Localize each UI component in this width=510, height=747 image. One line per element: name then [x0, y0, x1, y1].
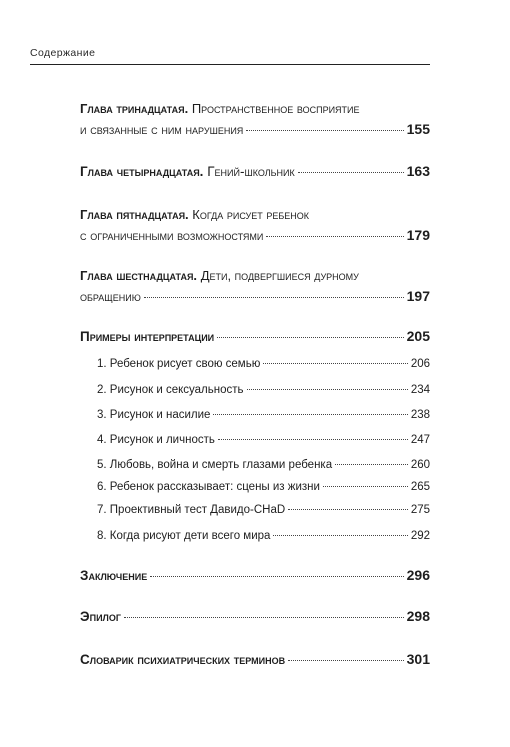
dot-leader: [217, 337, 404, 338]
chapter-title-cont: с ограниченными возможностями: [80, 228, 264, 243]
page-number: 247: [410, 434, 430, 446]
page-number: 238: [410, 409, 430, 421]
dot-leader: [218, 439, 408, 440]
dot-leader: [247, 389, 408, 390]
dot-leader: [213, 414, 407, 415]
dot-leader: [298, 172, 404, 173]
section-title: Эпилог: [80, 609, 121, 624]
dot-leader: [144, 297, 404, 298]
toc-subitem-4[interactable]: [97, 433, 430, 447]
dot-leader: [246, 130, 403, 131]
subitem-title: 1. Ребенок рисует свою семью: [97, 358, 261, 370]
chapter-title: Дети, подвергшиеся дурному: [200, 268, 359, 283]
page-number: 296: [406, 567, 430, 583]
subitem-title: 8. Когда рисуют дети всего мира: [97, 530, 271, 542]
toc-chapter-16-line2[interactable]: [80, 288, 430, 305]
page-number: 155: [406, 121, 430, 137]
chapter-title: Когда рисует ребенок: [192, 207, 310, 222]
toc-chapter-15-line2[interactable]: [80, 227, 430, 244]
chapter-title: Пространственное восприятие: [191, 101, 360, 116]
dot-leader: [288, 660, 403, 661]
page-number: 260: [410, 459, 430, 471]
page-number: 205: [406, 328, 430, 344]
section-title: Словарик психиатрических терминов: [80, 652, 286, 667]
subitem-title: 6. Ребенок рассказывает: сцены из жизни: [97, 481, 320, 493]
toc-subitem-2[interactable]: [97, 383, 430, 397]
chapter-label: Глава тринадцатая.: [80, 101, 189, 116]
page-number: 234: [410, 384, 430, 396]
page-number: 179: [406, 227, 430, 243]
chapter-title-cont: обращению: [80, 289, 141, 304]
dot-leader: [288, 509, 408, 510]
section-title: Примеры интерпретации: [80, 329, 215, 344]
header-rule: [30, 64, 430, 65]
subitem-title: 2. Рисунок и сексуальность: [97, 384, 244, 396]
dot-leader: [124, 617, 404, 618]
subitem-title: 5. Любовь, война и смерть глазами ребенка: [97, 459, 333, 471]
toc-chapter-14[interactable]: [80, 163, 430, 180]
toc-subitem-7[interactable]: [97, 503, 430, 517]
toc-subitem-6[interactable]: [97, 480, 430, 494]
chapter-label: Глава четырнадцатая.: [80, 164, 204, 179]
page-number: 275: [410, 504, 430, 516]
chapter-title: Гений-школьник: [207, 164, 295, 179]
page-number: 298: [406, 608, 430, 624]
toc-subitem-8[interactable]: [97, 529, 430, 543]
toc-epilogue[interactable]: [80, 608, 430, 625]
toc-conclusion[interactable]: [80, 567, 430, 584]
toc-examples[interactable]: [80, 328, 430, 345]
subitem-title: 4. Рисунок и личность: [97, 434, 215, 446]
toc-subitem-5[interactable]: [97, 458, 430, 472]
toc-chapter-15-line1: [80, 207, 309, 223]
toc-subitem-3[interactable]: [97, 408, 430, 422]
page-number: 292: [410, 530, 430, 542]
page-number: 265: [410, 481, 430, 493]
toc-chapter-13-line1: [80, 101, 360, 117]
dot-leader: [150, 576, 403, 577]
dot-leader: [335, 464, 408, 465]
section-title: Заключение: [80, 568, 148, 583]
toc-chapter-16-line1: [80, 268, 359, 284]
toc-chapter-13-line2[interactable]: [80, 121, 430, 138]
running-header: Содержание: [30, 47, 96, 59]
chapter-label: Глава пятнадцатая.: [80, 207, 189, 222]
page-number: 197: [406, 288, 430, 304]
toc-glossary[interactable]: [80, 651, 430, 668]
dot-leader: [263, 363, 407, 364]
chapter-title-cont: и связанные с ним нарушения: [80, 122, 244, 137]
dot-leader: [323, 486, 408, 487]
subitem-title: 7. Проективный тест Давидо-CHaD: [97, 504, 286, 516]
chapter-label: Глава шестнадцатая.: [80, 268, 198, 283]
dot-leader: [266, 236, 403, 237]
page-number: 206: [410, 358, 430, 370]
page-number: 301: [406, 651, 430, 667]
dot-leader: [273, 535, 407, 536]
toc-subitem-1[interactable]: [97, 357, 430, 371]
subitem-title: 3. Рисунок и насилие: [97, 409, 211, 421]
page-number: 163: [406, 163, 430, 179]
